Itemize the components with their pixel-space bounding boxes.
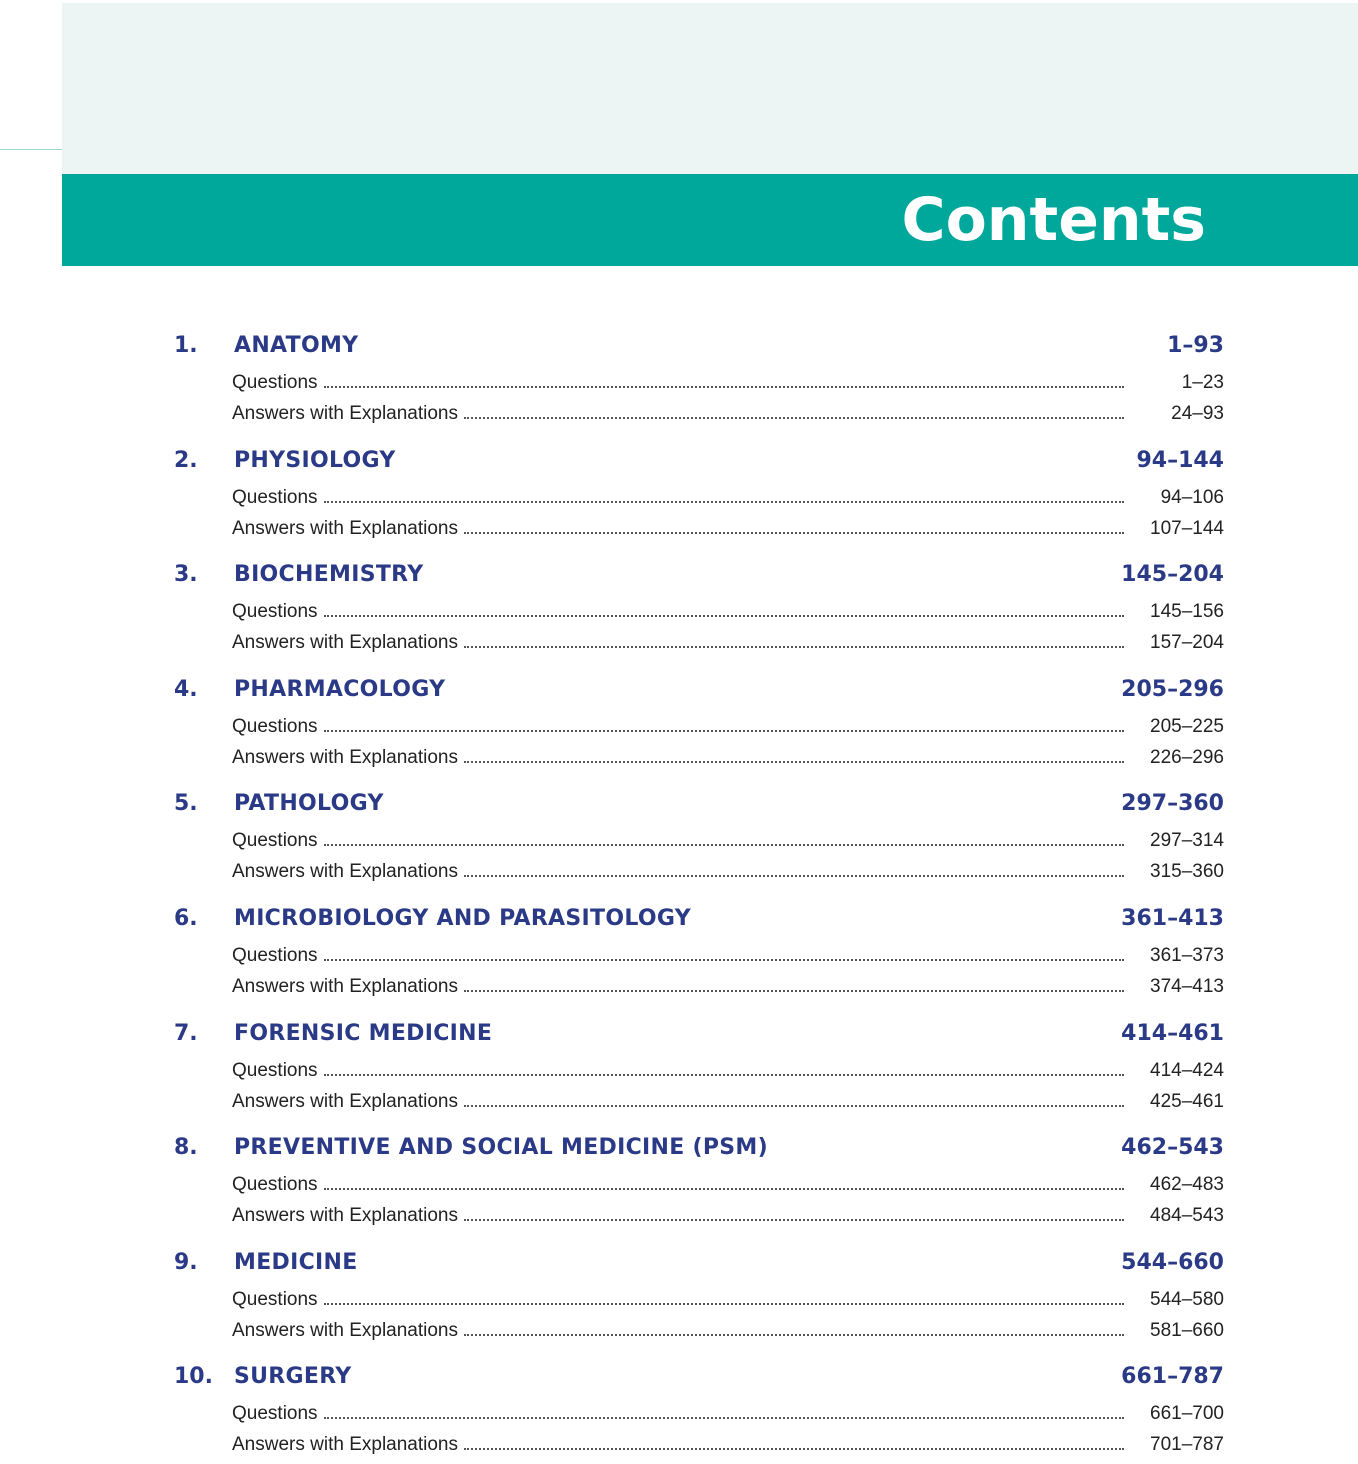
chapter-page-range: 94–144 [1136, 447, 1224, 473]
toc-entry-label: Questions [232, 1288, 318, 1310]
toc-entry-label: Questions [232, 601, 318, 623]
toc-entry-pages: 297–314 [1150, 830, 1224, 852]
chapter-heading[interactable] [0, 783, 1358, 825]
toc-entry-pages: 544–580 [1150, 1288, 1224, 1310]
toc-entry-label: Questions [232, 486, 318, 508]
chapter-heading[interactable] [0, 669, 1358, 711]
toc-entry[interactable] [0, 627, 1358, 658]
toc-entry-pages: 361–373 [1150, 944, 1224, 966]
chapter-title: PREVENTIVE AND SOCIAL MEDICINE (PSM) [234, 1135, 768, 1161]
toc-entry-label: Answers with Explanations [232, 1090, 458, 1112]
toc-entry-row [232, 971, 1124, 1002]
dot-leader [464, 875, 1124, 877]
toc-entry-label: Answers with Explanations [232, 1434, 458, 1456]
toc-entry[interactable] [0, 1200, 1358, 1231]
toc-entry-label: Answers with Explanations [232, 975, 458, 997]
toc-entry-row [232, 513, 1124, 544]
chapter-title: MEDICINE [234, 1249, 358, 1275]
side-rule [0, 149, 62, 150]
toc-entry-label: Questions [232, 944, 318, 966]
toc-entry-row [232, 627, 1124, 658]
toc-entry-label: Answers with Explanations [232, 1319, 458, 1341]
toc-entry-pages: 484–543 [1150, 1205, 1224, 1227]
dot-leader [464, 1105, 1124, 1107]
toc-entry-pages: 24–93 [1171, 403, 1224, 424]
toc-entry-pages: 661–700 [1150, 1403, 1224, 1425]
toc-entry[interactable] [0, 742, 1358, 773]
toc-entry-row [232, 1429, 1124, 1460]
chapter-entries [0, 482, 1358, 544]
chapter-number: 2. [174, 447, 198, 473]
toc-entry[interactable] [0, 596, 1358, 627]
toc-entry-pages: 145–156 [1150, 601, 1224, 623]
dot-leader [464, 761, 1124, 763]
dot-leader [324, 1074, 1124, 1076]
table-of-contents [0, 325, 1358, 1464]
dot-leader [464, 646, 1124, 648]
toc-entry-pages: 1–23 [1181, 372, 1224, 393]
toc-entry-row [232, 940, 1124, 971]
dot-leader [324, 615, 1124, 617]
toc-entry-pages: 425–461 [1150, 1090, 1224, 1112]
toc-entry[interactable] [0, 1398, 1358, 1429]
toc-entry-label: Questions [232, 372, 318, 393]
toc-entry-label: Questions [232, 830, 318, 852]
dot-leader [324, 959, 1124, 961]
chapter-entries [0, 596, 1358, 658]
toc-entry-label: Questions [232, 715, 318, 737]
chapter-entries [0, 825, 1358, 887]
toc-entry-label: Answers with Explanations [232, 403, 458, 424]
toc-entry[interactable] [0, 367, 1358, 398]
toc-entry[interactable] [0, 398, 1358, 429]
toc-entry-label: Questions [232, 1174, 318, 1196]
dot-leader [464, 417, 1124, 419]
dot-leader [464, 1219, 1124, 1221]
toc-entry-pages: 701–787 [1150, 1434, 1224, 1456]
chapter [0, 898, 1358, 1013]
chapter-heading[interactable] [0, 898, 1358, 940]
chapter-page-range: 297–360 [1121, 791, 1224, 817]
toc-entry[interactable] [0, 856, 1358, 887]
toc-entry-row [232, 1398, 1124, 1429]
toc-entry-row [232, 1169, 1124, 1200]
toc-entry-row [232, 1315, 1124, 1346]
toc-entry-pages: 157–204 [1150, 632, 1224, 654]
chapter-title: PATHOLOGY [234, 791, 384, 817]
toc-entry[interactable] [0, 513, 1358, 544]
toc-entry[interactable] [0, 825, 1358, 856]
title-band [62, 174, 1358, 266]
toc-entry-pages: 94–106 [1160, 486, 1224, 508]
dot-leader [464, 532, 1124, 534]
chapter-entries [0, 1284, 1358, 1346]
toc-entry-row [232, 398, 1124, 429]
toc-entry-row [232, 742, 1124, 773]
chapter-page-range: 544–660 [1121, 1249, 1224, 1275]
toc-entry-row [232, 1200, 1124, 1231]
dot-leader [464, 1334, 1124, 1336]
toc-entry-pages: 205–225 [1150, 715, 1224, 737]
toc-entry[interactable] [0, 1055, 1358, 1086]
toc-entry-label: Answers with Explanations [232, 632, 458, 654]
chapter-number: 8. [174, 1135, 198, 1161]
toc-entry-row [232, 825, 1124, 856]
chapter-page-range: 462–543 [1121, 1135, 1224, 1161]
chapter-entries [0, 1055, 1358, 1117]
chapter-page-range: 661–787 [1121, 1364, 1224, 1390]
dot-leader [324, 501, 1124, 503]
toc-entry-row [232, 1055, 1124, 1086]
chapter-number: 9. [174, 1249, 198, 1275]
chapter-page-range: 1–93 [1167, 333, 1224, 358]
chapter [0, 1013, 1358, 1128]
dot-leader [324, 730, 1124, 732]
toc-entry[interactable] [0, 1169, 1358, 1200]
chapter-entries [0, 367, 1358, 429]
dot-leader [324, 844, 1124, 846]
toc-entry-pages: 315–360 [1150, 861, 1224, 883]
toc-entry-row [232, 711, 1124, 742]
toc-entry-pages: 581–660 [1150, 1319, 1224, 1341]
toc-entry[interactable] [0, 482, 1358, 513]
toc-entry-row [232, 596, 1124, 627]
dot-leader [324, 1417, 1124, 1419]
chapter-number: 5. [174, 791, 198, 817]
toc-entry[interactable] [0, 971, 1358, 1002]
chapter-entries [0, 1398, 1358, 1460]
chapter [0, 325, 1358, 440]
chapter-title: MICROBIOLOGY AND PARASITOLOGY [234, 905, 691, 931]
chapter-title: PHYSIOLOGY [234, 447, 396, 473]
chapter-heading[interactable] [0, 1356, 1358, 1398]
chapter-heading[interactable] [0, 440, 1358, 482]
chapter-page-range: 205–296 [1121, 676, 1224, 702]
chapter [0, 1356, 1358, 1464]
toc-entry-pages: 462–483 [1150, 1174, 1224, 1196]
chapter-title: BIOCHEMISTRY [234, 562, 424, 588]
chapter-number: 3. [174, 562, 198, 588]
toc-entry[interactable] [0, 1086, 1358, 1117]
toc-entry[interactable] [0, 711, 1358, 742]
chapter [0, 1242, 1358, 1357]
toc-entry-label: Answers with Explanations [232, 746, 458, 768]
toc-entry-pages: 374–413 [1150, 975, 1224, 997]
chapter [0, 783, 1358, 898]
chapter-number: 1. [174, 333, 198, 358]
toc-entry-label: Answers with Explanations [232, 1205, 458, 1227]
header-background [62, 3, 1358, 174]
dot-leader [464, 1448, 1124, 1450]
chapter-entries [0, 1169, 1358, 1231]
chapter [0, 669, 1358, 784]
toc-entry-label: Answers with Explanations [232, 861, 458, 883]
chapter-heading[interactable] [0, 325, 1358, 367]
page-title: Contents [901, 185, 1206, 255]
chapter-title: SURGERY [234, 1364, 352, 1390]
chapter-number: 10. [174, 1364, 213, 1390]
dot-leader [324, 1303, 1124, 1305]
dot-leader [324, 1188, 1124, 1190]
toc-entry-pages: 414–424 [1150, 1059, 1224, 1081]
toc-entry[interactable] [0, 1315, 1358, 1346]
chapter-heading[interactable] [0, 1127, 1358, 1169]
toc-entry-row [232, 1284, 1124, 1315]
chapter-title: PHARMACOLOGY [234, 676, 446, 702]
chapter-title: FORENSIC MEDICINE [234, 1020, 493, 1046]
toc-entry[interactable] [0, 1429, 1358, 1460]
chapter [0, 554, 1358, 669]
chapter [0, 1127, 1358, 1242]
toc-entry-label: Questions [232, 1403, 318, 1425]
chapter-heading[interactable] [0, 1013, 1358, 1055]
toc-entry-pages: 107–144 [1150, 517, 1224, 539]
toc-entry[interactable] [0, 940, 1358, 971]
chapter-entries [0, 940, 1358, 1002]
chapter-number: 7. [174, 1020, 198, 1046]
toc-entry-row [232, 856, 1124, 887]
toc-entry-label: Answers with Explanations [232, 517, 458, 539]
chapter-page-range: 145–204 [1121, 562, 1224, 588]
chapter-heading[interactable] [0, 554, 1358, 596]
chapter-heading[interactable] [0, 1242, 1358, 1284]
toc-entry-row [232, 1086, 1124, 1117]
chapter-page-range: 414–461 [1121, 1020, 1224, 1046]
toc-entry[interactable] [0, 1284, 1358, 1315]
chapter-page-range: 361–413 [1121, 905, 1224, 931]
toc-entry-pages: 226–296 [1150, 746, 1224, 768]
toc-entry-row [232, 367, 1124, 398]
chapter-number: 6. [174, 905, 198, 931]
chapter [0, 440, 1358, 555]
chapter-number: 4. [174, 676, 198, 702]
dot-leader [324, 386, 1124, 388]
chapter-entries [0, 711, 1358, 773]
toc-entry-row [232, 482, 1124, 513]
dot-leader [464, 990, 1124, 992]
chapter-title: ANATOMY [234, 333, 359, 358]
toc-entry-label: Questions [232, 1059, 318, 1081]
